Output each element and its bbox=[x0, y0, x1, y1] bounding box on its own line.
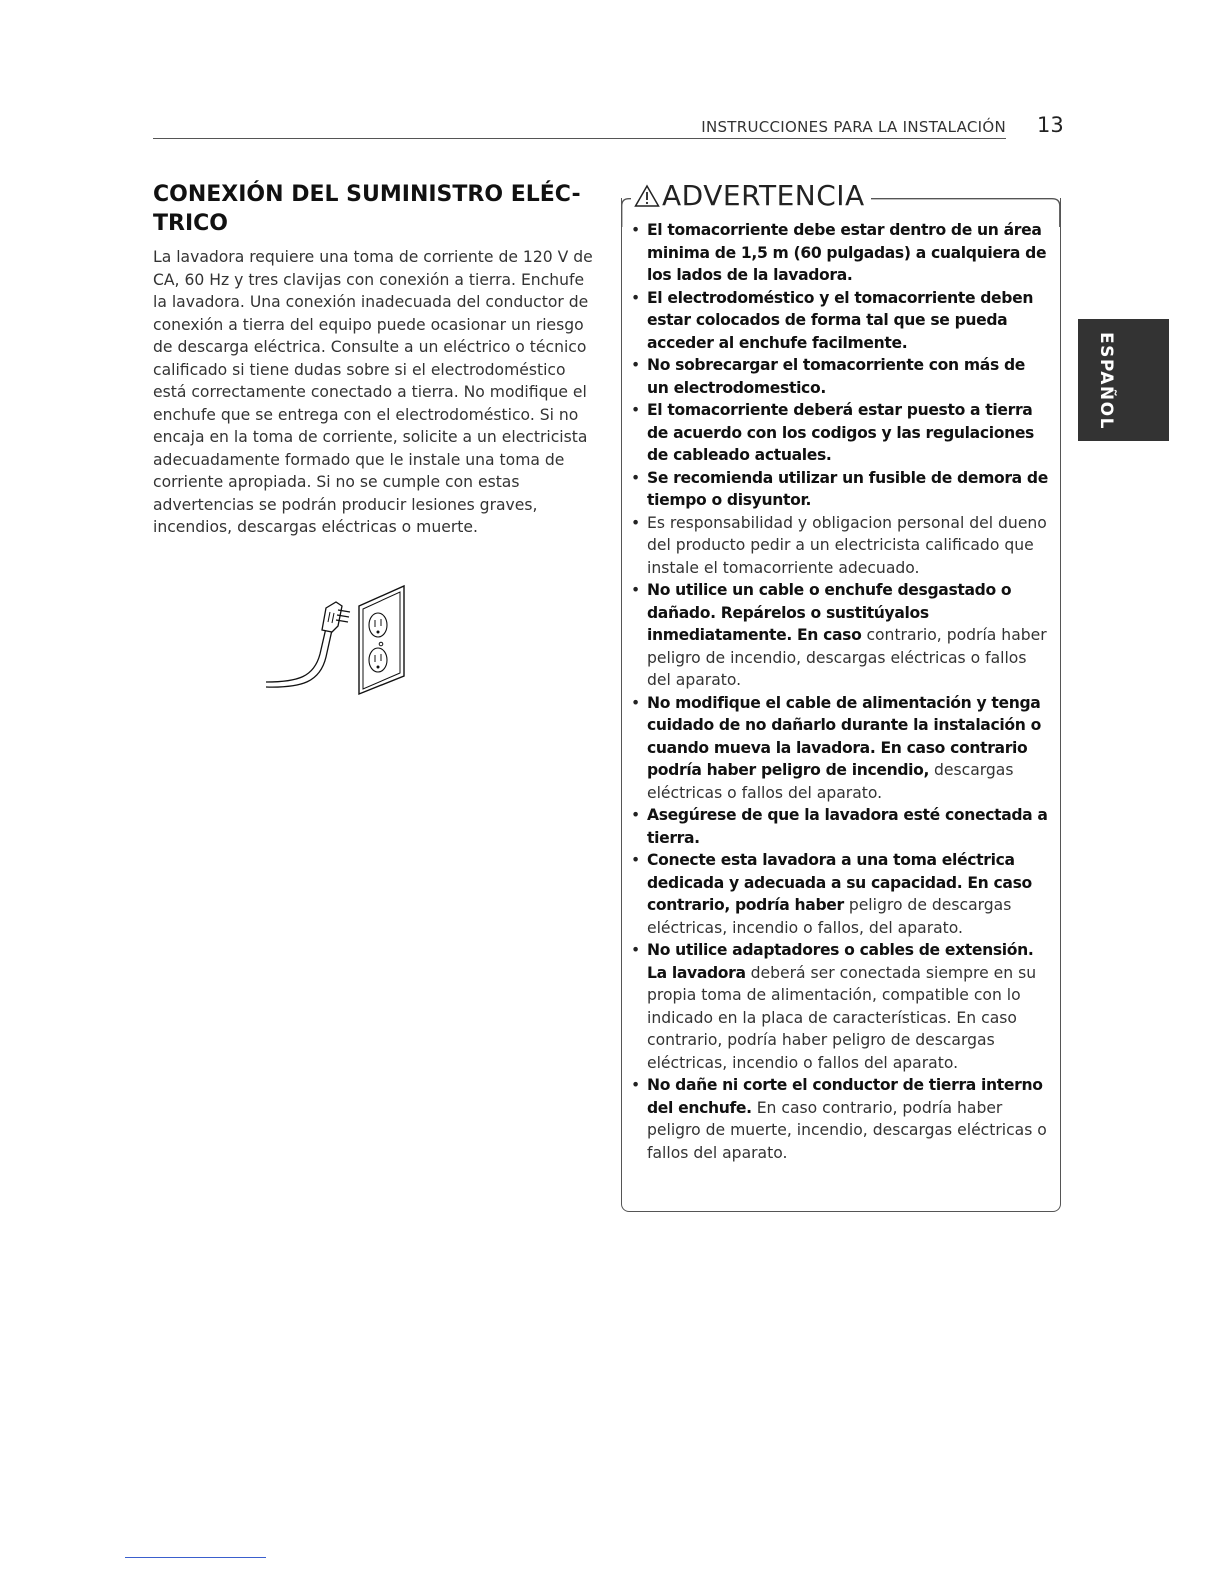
warning-list bbox=[630, 219, 1048, 1164]
warning-item: • El electrodoméstico y el tomacorriente deben estar colocados de forma tal que se pueda acceder al enchufe facilmente. bbox=[630, 287, 1048, 355]
warning-item: • Se recomienda utilizar un fusible de demora de tiempo o disyuntor. bbox=[630, 467, 1048, 512]
warning-item: • No utilice adaptadores o cables de extensión. La lavadora deberá ser conectada siempre en su propia toma de alimentación, compatible con lo indicado en la placa de características. En caso contrario, podría haber peligro de descargas eléctricas, incendio o fallos del aparato. bbox=[630, 939, 1048, 1074]
warning-item: • No modifique el cable de alimentación y tenga cuidado de no dañarlo durante la instalación o cuando mueva la lavadora. En caso contrario podría haber peligro de incendio, descargas eléctricas o fallos del aparato. bbox=[630, 692, 1048, 805]
warning-item: • No utilice un cable o enchufe desgastado o dañado. Repárelos o sustitúyalos inmediatamente. En caso contrario, podría haber peligro de incendio, descargas eléctricas o fallos del aparato. bbox=[630, 579, 1048, 692]
warning-heading-label: ADVERTENCIA bbox=[662, 179, 865, 212]
language-tab bbox=[1078, 319, 1169, 441]
warning-heading bbox=[632, 179, 867, 212]
page-number: 13 bbox=[1037, 113, 1064, 137]
warning-item: • Asegúrese de que la lavadora esté conectada a tierra. bbox=[630, 804, 1048, 849]
warning-item: • No dañe ni corte el conductor de tierra interno del enchufe. En caso contrario, podría haber peligro de muerte, incendio, descargas eléctricas o fallos del aparato. bbox=[630, 1074, 1048, 1164]
warning-item: • No sobrecargar el tomacorriente con más de un electrodomestico. bbox=[630, 354, 1048, 399]
plug-outlet-illustration bbox=[262, 582, 412, 697]
warning-item: • Es responsabilidad y obligacion personal del dueno del producto pedir a un electricista calificado que instale el tomacorriente adecuado. bbox=[630, 512, 1048, 580]
running-header: INSTRUCCIONES PARA LA INSTALACIÓN bbox=[701, 118, 1006, 136]
warning-item: • El tomacorriente deberá estar puesto a tierra de acuerdo con los codigos y las regulaciones de cableado actuales. bbox=[630, 399, 1048, 467]
section-title bbox=[153, 180, 593, 238]
footer-link-underline bbox=[125, 1557, 266, 1558]
warning-item: • Conecte esta lavadora a una toma eléctrica dedicada y adecuada a su capacidad. En caso contrario, podría haber peligro de descargas eléctricas, incendio o fallos, del aparato. bbox=[630, 849, 1048, 939]
warning-triangle-icon bbox=[634, 184, 660, 208]
section-body: La lavadora requiere una toma de corriente de 120 V de CA, 60 Hz y tres clavijas con conexión a tierra. Enchufe la lavadora. Una conexión inadecuada del conductor de conexión a tierra del equipo puede ocasionar un riesgo de descarga eléctrica. Consulte a un eléctrico o técnico calificado si tiene dudas sobre si el electrodoméstico está correctamente conectado a tierra. No modifique el enchufe que se entrega con el electrodoméstico. Si no encaja en la toma de corriente, solicite a un electricista adecuadamente formado que le instale una toma de corriente apropiada. Si no se cumple con estas advertencias se podrán producir lesiones graves, incendios, descargas eléctricas o muerte. bbox=[153, 248, 593, 536]
section-title-line-2: TRICO bbox=[153, 211, 228, 236]
header-rule bbox=[153, 138, 1006, 139]
language-tab-label: ESPAÑOL bbox=[1096, 332, 1116, 430]
warning-item: • El tomacorriente debe estar dentro de un área minima de 1,5 m (60 pulgadas) a cualquiera de los lados de la lavadora. bbox=[630, 219, 1048, 287]
section-title-line-1: CONEXIÓN DEL SUMINISTRO ELÉC- bbox=[153, 182, 581, 207]
